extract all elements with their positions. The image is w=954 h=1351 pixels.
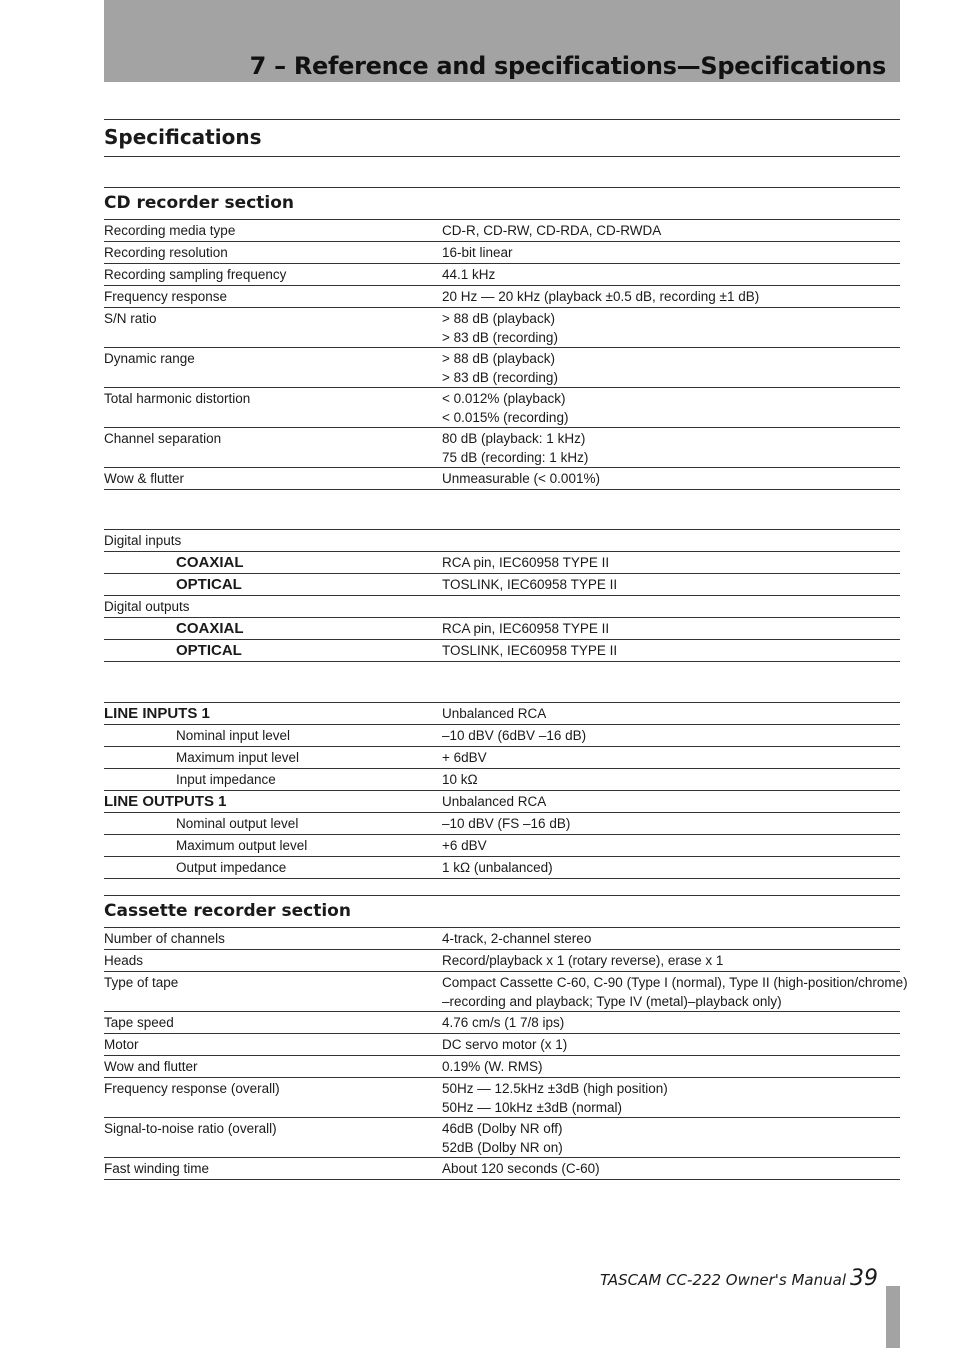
- spec-value-line: RCA pin, IEC60958 TYPE II: [442, 555, 610, 570]
- spec-label: Maximum input level: [176, 750, 300, 765]
- spec-row: [104, 703, 900, 725]
- spec-value-line: CD-R, CD-RW, CD-RDA, CD-RWDA: [442, 223, 662, 238]
- spec-label: Recording sampling frequency: [104, 267, 287, 282]
- spec-value-line: < 0.015% (recording): [442, 410, 569, 425]
- spec-row: [104, 1034, 900, 1056]
- spec-value: [442, 929, 900, 948]
- spec-value: [442, 1013, 900, 1032]
- spec-row: [104, 468, 900, 490]
- spec-value-line: +6 dBV: [442, 838, 487, 853]
- spec-value: [442, 469, 900, 488]
- spec-row: [104, 835, 900, 857]
- spec-label: Number of channels: [104, 931, 225, 946]
- spec-row: [104, 928, 900, 950]
- spec-label: S/N ratio: [104, 311, 157, 326]
- page-title: Specifications: [104, 125, 262, 149]
- spec-value: [442, 243, 900, 262]
- spec-value-line: 46dB (Dolby NR off): [442, 1121, 563, 1136]
- spec-value-line: 4.76 cm/s (1 7/8 ips): [442, 1015, 565, 1030]
- spec-value: [442, 429, 900, 467]
- spec-value-line: + 6dBV: [442, 750, 487, 765]
- spec-label: COAXIAL: [176, 554, 244, 571]
- spec-label: LINE OUTPUTS 1: [104, 793, 227, 810]
- spec-label: Nominal output level: [176, 816, 299, 831]
- section-heading: Cassette recorder section: [104, 896, 900, 928]
- spec-label: Tape speed: [104, 1015, 174, 1030]
- spec-value-line: 4-track, 2-channel stereo: [442, 931, 592, 946]
- spec-value: [442, 641, 900, 660]
- spec-value: [442, 1035, 900, 1054]
- spec-label: Digital inputs: [104, 533, 182, 548]
- spec-value-line: Unmeasurable (< 0.001%): [442, 471, 600, 486]
- spec-value: [442, 814, 900, 833]
- spec-value-line: DC servo motor (x 1): [442, 1037, 568, 1052]
- spec-row: [104, 747, 900, 769]
- spec-value-line: Record/playback x 1 (rotary reverse), erase x 1: [442, 953, 724, 968]
- spec-value-line: Compact Cassette C-60, C-90 (Type I (normal), Type II (high-position/chrome): [442, 975, 908, 990]
- spec-value-line: 52dB (Dolby NR on): [442, 1140, 563, 1155]
- spec-value: [442, 575, 900, 594]
- spec-value-line: RCA pin, IEC60958 TYPE II: [442, 621, 610, 636]
- spec-value: [442, 619, 900, 638]
- spec-label: Recording resolution: [104, 245, 228, 260]
- spec-row: [104, 552, 900, 574]
- spec-label: Dynamic range: [104, 351, 195, 366]
- spec-value: [442, 265, 900, 284]
- spec-row: [104, 725, 900, 747]
- spec-label: Total harmonic distortion: [104, 391, 251, 406]
- spec-value-line: –10 dBV (6dBV –16 dB): [442, 728, 587, 743]
- spec-value-line: Unbalanced RCA: [442, 706, 547, 721]
- manual-title: TASCAM CC-222 Owner's Manual: [600, 1271, 846, 1289]
- spec-row: [104, 574, 900, 596]
- spec-value: [442, 389, 900, 427]
- spec-label: Output impedance: [176, 860, 287, 875]
- section-heading: CD recorder section: [104, 188, 900, 220]
- spec-row: [104, 769, 900, 791]
- spec-row: [104, 950, 900, 972]
- spec-value: [442, 792, 900, 811]
- spec-row: [104, 264, 900, 286]
- spec-value-line: < 0.012% (playback): [442, 391, 566, 406]
- spec-value-line: > 83 dB (recording): [442, 330, 558, 345]
- spec-value-line: > 88 dB (playback): [442, 311, 555, 326]
- chapter-title: 7 – Reference and specifications—Specifications: [249, 52, 886, 80]
- spec-value-line: 1 kΩ (unbalanced): [442, 860, 553, 875]
- page-number: 39: [850, 1266, 878, 1291]
- spec-row: [104, 388, 900, 428]
- spec-label: Recording media type: [104, 223, 236, 238]
- spec-label: LINE INPUTS 1: [104, 705, 210, 722]
- spec-value-line: TOSLINK, IEC60958 TYPE II: [442, 577, 618, 592]
- spec-label: Motor: [104, 1037, 139, 1052]
- spec-row: [104, 348, 900, 388]
- spec-row: [104, 857, 900, 879]
- spec-label: Fast winding time: [104, 1161, 210, 1176]
- spec-label: Frequency response: [104, 289, 228, 304]
- spec-label: Wow and flutter: [104, 1059, 198, 1074]
- spec-value: [442, 1159, 900, 1178]
- spec-value: [442, 221, 900, 240]
- spec-label: Frequency response (overall): [104, 1081, 280, 1096]
- spec-value-line: 44.1 kHz: [442, 267, 496, 282]
- spec-row: [104, 220, 900, 242]
- spec-row: [104, 1158, 900, 1180]
- spec-value-line: > 88 dB (playback): [442, 351, 555, 366]
- spec-row: [104, 791, 900, 813]
- spec-row: [104, 640, 900, 662]
- cd-recorder-section: [104, 187, 900, 490]
- spec-label: Heads: [104, 953, 144, 968]
- spec-value-line: 20 Hz — 20 kHz (playback ±0.5 dB, recording ±1 dB): [442, 289, 760, 304]
- spec-row: [104, 1078, 900, 1118]
- spec-value: [442, 1079, 900, 1117]
- spec-value: [442, 553, 900, 572]
- spec-value-line: 50Hz — 10kHz ±3dB (normal): [442, 1100, 622, 1115]
- spec-value: [442, 858, 900, 877]
- spec-value: [442, 973, 908, 1011]
- spec-value-line: About 120 seconds (C-60): [442, 1161, 600, 1176]
- spec-value: [442, 1119, 900, 1157]
- spec-value-line: 50Hz — 12.5kHz ±3dB (high position): [442, 1081, 668, 1096]
- spec-value-line: –10 dBV (FS –16 dB): [442, 816, 571, 831]
- spec-value: [442, 748, 900, 767]
- page-footer: [600, 1266, 878, 1291]
- page-title-bar: [104, 119, 900, 157]
- digital-io-table: [104, 529, 900, 662]
- spec-label: COAXIAL: [176, 620, 244, 637]
- page-edge-tab: [886, 1286, 900, 1348]
- spec-value: [442, 836, 900, 855]
- spec-row: [104, 618, 900, 640]
- spec-value: [442, 704, 900, 723]
- spec-row: [104, 972, 908, 1012]
- spec-row: [104, 1118, 900, 1158]
- spec-row: [104, 428, 900, 468]
- spec-label: Type of tape: [104, 975, 179, 990]
- line-io-table: [104, 702, 900, 879]
- spec-label: Signal-to-noise ratio (overall): [104, 1121, 277, 1136]
- spec-value: [442, 1057, 900, 1076]
- chapter-header-band: [104, 0, 900, 82]
- spec-value: [442, 287, 900, 306]
- spec-value-line: 16-bit linear: [442, 245, 513, 260]
- spec-value-line: –recording and playback; Type IV (metal)–playback only): [442, 994, 782, 1009]
- spec-value: [442, 951, 900, 970]
- spec-label: OPTICAL: [176, 576, 242, 593]
- spec-row: [104, 530, 900, 552]
- spec-label: Maximum output level: [176, 838, 308, 853]
- spec-row: [104, 242, 900, 264]
- spec-label: Nominal input level: [176, 728, 291, 743]
- spec-row: [104, 813, 900, 835]
- spec-label: OPTICAL: [176, 642, 242, 659]
- spec-value-line: 75 dB (recording: 1 kHz): [442, 450, 589, 465]
- cassette-recorder-section: [104, 895, 908, 1180]
- spec-label: Wow & flutter: [104, 471, 185, 486]
- spec-value: [442, 309, 900, 347]
- spec-value-line: 0.19% (W. RMS): [442, 1059, 543, 1074]
- spec-value-line: 10 kΩ: [442, 772, 478, 787]
- spec-row: [104, 1056, 900, 1078]
- spec-value-line: TOSLINK, IEC60958 TYPE II: [442, 643, 618, 658]
- spec-label: Digital outputs: [104, 599, 190, 614]
- spec-value-line: 80 dB (playback: 1 kHz): [442, 431, 586, 446]
- spec-row: [104, 596, 900, 618]
- spec-row: [104, 286, 900, 308]
- spec-value-line: > 83 dB (recording): [442, 370, 558, 385]
- spec-value: [442, 770, 900, 789]
- spec-value: [442, 726, 900, 745]
- spec-value-line: Unbalanced RCA: [442, 794, 547, 809]
- spec-value: [442, 349, 900, 387]
- spec-label: Channel separation: [104, 431, 222, 446]
- spec-row: [104, 308, 900, 348]
- spec-row: [104, 1012, 900, 1034]
- spec-label: Input impedance: [176, 772, 276, 787]
